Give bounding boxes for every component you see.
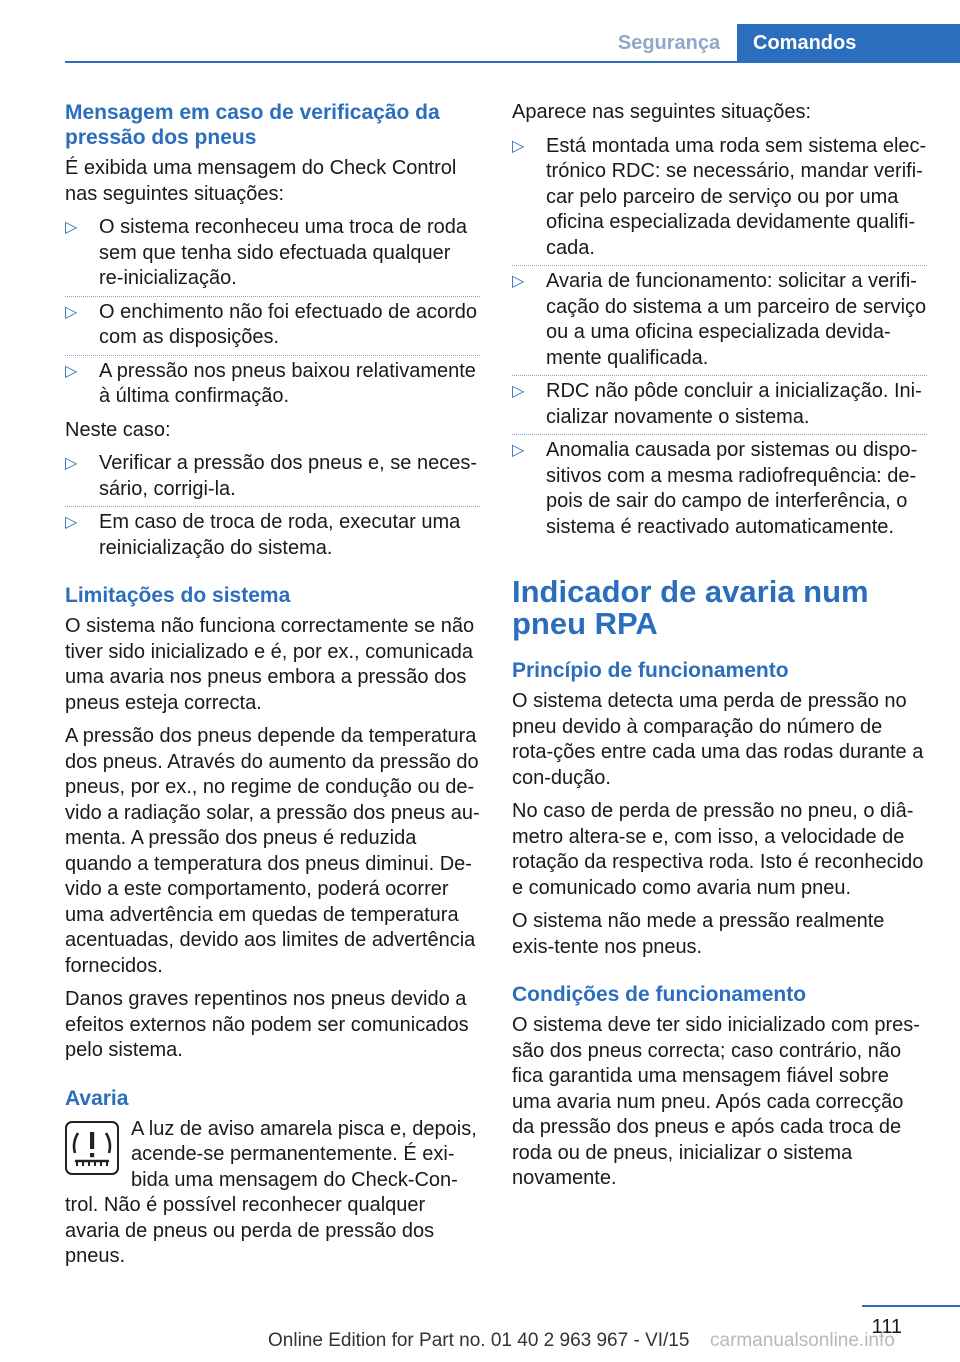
tire-pressure-warning-icon (65, 1121, 119, 1175)
message-list (65, 215, 480, 410)
list-item: ▷ O sistema reconheceu uma troca de roda sem que tenha sido efectuada qualquer re‐inicialização. (65, 215, 480, 292)
right-column (512, 100, 927, 1200)
list-item: ▷ Verificar a pressão dos pneus e, se neces‐sário, corrigi-la. (65, 451, 480, 502)
list-item: ▷ Anomalia causada por sistemas ou dispo‐sitivos com a mesma radiofrequência: de‐pois de sair do campo de interferência, o sistema é reactivado automaticamente. (512, 438, 927, 540)
paragraph: É exibida uma mensagem do Check Control nas seguintes situações: (65, 157, 457, 205)
paragraph: O sistema não mede a pressão realmente exis‐tente nos pneus. (512, 910, 885, 958)
heading-indicador-rpa: Indicador de avaria num pneu RPA (512, 574, 869, 641)
paragraph: O sistema deve ter sido inicializado com pres‐são dos pneus correcta; caso contrário, não fica garantida uma mensagem fiável sobre uma avaria num pneu. Após cada correcção da pressão dos pneus e após cada troca de roda ou de pneus, inicializar o sistema novamente. (512, 1014, 920, 1189)
section-tab-comandos[interactable]: Comandos (737, 24, 960, 62)
list-item: ▷ Em caso de troca de roda, executar uma reinicialização do sistema. (65, 510, 480, 561)
case-list (65, 451, 480, 561)
page-header (0, 24, 960, 62)
paragraph: Neste caso: (65, 418, 171, 441)
paragraph: A pressão dos pneus depende da temperatura dos pneus. Através do aumento da pressão do pneus, por ex., no regime de condução ou de‐vido a radiação solar, a pressão dos pneus au‐menta. A pressão dos pneus é reduzida quando a temperatura dos pneus diminui. De‐vido a este comportamento, poderá ocorrer uma advertência em quedas de temperatura acentuadas, devido aos limites de advertência fornecidos. (65, 725, 480, 977)
heading-avaria: Avaria (65, 1086, 129, 1110)
left-column (65, 100, 480, 1278)
paragraph: Danos graves repentinos nos pneus devido a efeitos externos não podem ser comunicados pelo sistema. (65, 988, 469, 1061)
watermark: carmanualsonline.info (710, 1330, 895, 1351)
section-tab-seguranca[interactable]: Segurança (617, 32, 721, 54)
paragraph: O sistema detecta uma perda de pressão no pneu devido à comparação do número de rota‐ções entre cada uma das rodas durante a con‐dução. (512, 690, 924, 789)
paragraph: No caso de perda de pressão no pneu, o diâ‐metro altera-se e, com isso, a velocidade de rotação da respectiva roda. Isto é reconhecido e comunicado como avaria num pneu. (512, 800, 924, 899)
heading-limitacoes: Limitações do sistema (65, 584, 291, 607)
list-item: ▷ Está montada uma roda sem sistema elec‐trónico RDC: se necessário, mandar verifi‐car pelo parceiro de serviço ou por uma oficina especializada devidamente qualifi‐cada. (512, 134, 927, 262)
list-item: ▷ O enchimento não foi efectuado de acordo com as disposições. (65, 300, 480, 351)
footer-rule (862, 1305, 960, 1307)
list-item: ▷ Avaria de funcionamento: solicitar a verifi‐cação do sistema a um parceiro de serviço ou a uma oficina especializada devida‐mente qualificada. (512, 269, 927, 371)
heading-condicoes: Condições de funcionamento (512, 983, 807, 1006)
appears-list (512, 134, 927, 541)
edition-text: Online Edition for Part no. 01 40 2 963 967 - VI/15 (268, 1330, 690, 1351)
list-item: ▷ A pressão nos pneus baixou relativamente à última confirmação. (65, 359, 480, 410)
heading-principio: Princípio de funcionamento (512, 659, 789, 682)
paragraph: Aparece nas seguintes situações: (512, 101, 812, 123)
heading-mensagem: Mensagem em caso de verificação da pressão dos pneus (65, 101, 440, 149)
header-rule (65, 61, 960, 63)
avaria-block (65, 1117, 480, 1270)
list-item: ▷ RDC não pôde concluir a inicialização. Ini‐cializar novamente o sistema. (512, 379, 927, 430)
page-number: 111 (871, 1316, 902, 1338)
paragraph: A luz de aviso amarela pisca e, depois, acende-se permanentemente. É exi‐bida uma mensagem do Check-Con‐trol. Não é possível reconhecer qualquer avaria de pneus ou perda de pressão dos pneus. (65, 1117, 477, 1267)
paragraph: O sistema não funciona correctamente se não tiver sido inicializado e é, por ex., comunicada uma avaria nos pneus embora a pressão dos pneus esteja correcta. (65, 615, 475, 714)
